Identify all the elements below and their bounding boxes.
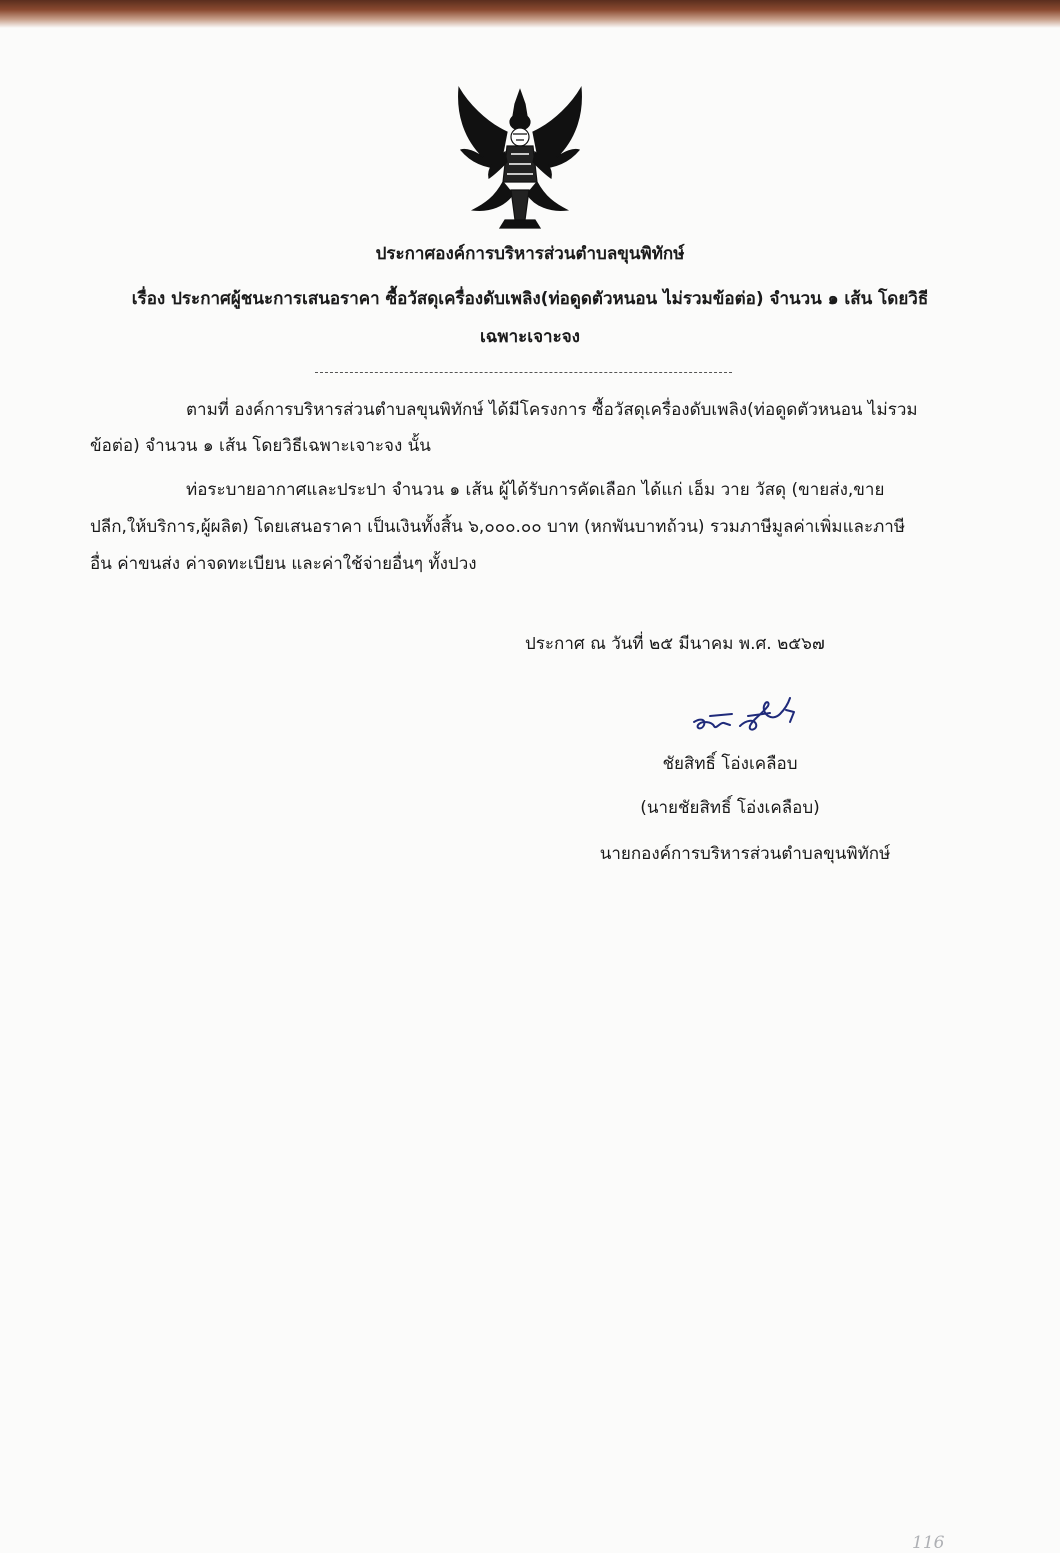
page-top-edge (0, 0, 1060, 28)
body-para1-line1: ตามที่ องค์การบริหารส่วนตำบลขุนพิทักษ์ ได้มีโครงการ ซื้อวัสดุเครื่องดับเพลิง(ท่อดูดตัวหนอน ไม่รวม (186, 400, 918, 420)
announcement-subject-continued: เฉพาะเจาะจง (480, 327, 580, 347)
body-para2-line2: ปลีก,ให้บริการ,ผู้ผลิต) โดยเสนอราคา เป็นเงินทั้งสิ้น ๖,๐๐๐.๐๐ บาท (หกพันบาทถ้วน) รวมภาษีมูลค่าเพิ่มและภาษี (90, 517, 906, 537)
page-number-mark: 116 (912, 1533, 945, 1553)
announcement-date: ประกาศ ณ วันที่ ๒๕ มีนาคม พ.ศ. ๒๕๖๗ (525, 634, 825, 654)
announcement-org-title: ประกาศองค์การบริหารส่วนตำบลขุนพิทักษ์ (375, 244, 685, 264)
signer-full-name: (นายชัยสิทธิ์ โอ่งเคลือบ) (640, 798, 820, 818)
body-para2-line3: อื่น ค่าขนส่ง ค่าจดทะเบียน และค่าใช้จ่ายอื่นๆ ทั้งปวง (90, 554, 477, 574)
garuda-emblem-icon (445, 82, 595, 232)
signer-position: นายกองค์การบริหารส่วนตำบลขุนพิทักษ์ (599, 844, 891, 864)
body-para2-line1: ท่อระบายอากาศและประปา จำนวน ๑ เส้น ผู้ได้รับการคัดเลือก ได้แก่ เอ็ม วาย วัสดุ (ขายส่ง,ขาย (186, 480, 885, 500)
signer-name: ชัยสิทธิ์ โอ่งเคลือบ (662, 754, 798, 774)
signature-icon (690, 692, 810, 740)
header-divider (315, 372, 732, 373)
announcement-subject: เรื่อง ประกาศผู้ชนะการเสนอราคา ซื้อวัสดุเครื่องดับเพลิง(ท่อดูดตัวหนอน ไม่รวมข้อต่อ) จำนวน ๑ เส้น โดยวิธี (131, 289, 929, 309)
body-para1-line2: ข้อต่อ) จำนวน ๑ เส้น โดยวิธีเฉพาะเจาะจง นั้น (90, 436, 431, 456)
